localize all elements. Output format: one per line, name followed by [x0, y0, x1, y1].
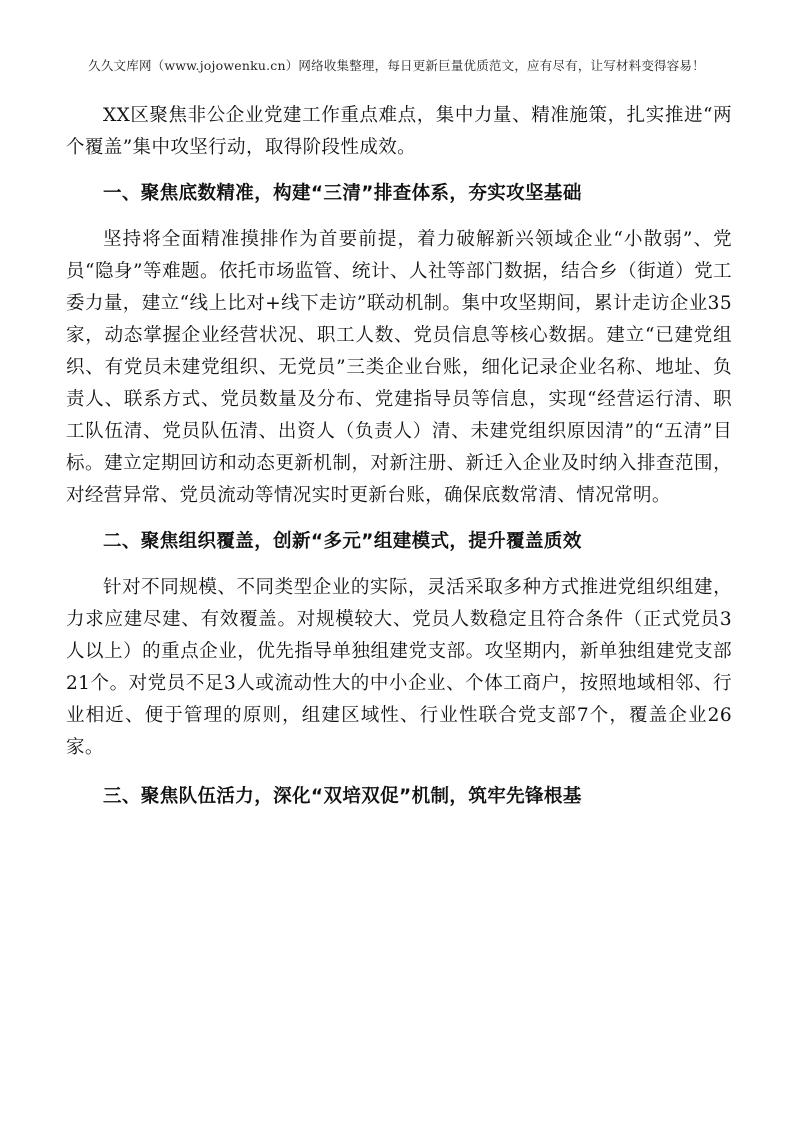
section-2-heading: 二、聚焦组织覆盖，创新“多元”组建模式，提升覆盖质效 [103, 531, 582, 552]
document-body [66, 100, 732, 813]
spacer [66, 558, 732, 572]
section-1-heading: 一、聚焦底数精准，构建“三清”排查体系，夯实攻坚基础 [103, 183, 582, 204]
watermark-header: 久久文库网（www.jojowenku.cn）网络收集整理，每日更新巨量优质范文，应有尽有，让写材料变得容易！ [88, 58, 705, 73]
section-1-body: 坚持将全面精准摸排作为首要前提，着力破解新兴领域企业“小散弱”、党员“隐身”等难题。依托市场监管、统计、人社等部门数据，结合乡（街道）党工委力量，建立“线上比对+线下走访”联动机制。集中攻坚期间，累计走访企业35家，动态掌握企业经营状况、职工人数、党员信息等核心数据。建立“已建党组织、有党员未建党组织、无党员”三类企业台账，细化记录企业名称、地址、负责人、联系方式、党员数量及分布、党建指导员等信息，实现“经营运行清、职工队伍清、党员队伍清、出资人（负责人）清、未建党组织原因清”的“五清”目标。建立定期回访和动态更新机制，对新注册、新迁入企业及时纳入排查范围，对经营异常、党员流动等情况实时更新台账，确保底数常清、情况常明。 [66, 229, 732, 506]
spacer [66, 764, 732, 781]
section-3-heading: 三、聚焦队伍活力，深化“双培双促”机制，筑牢先锋根基 [103, 786, 582, 807]
section-2-body: 针对不同规模、不同类型企业的实际，灵活采取多种方式推进党组织组建，力求应建尽建、有效覆盖。对规模较大、党员人数稳定且符合条件（正式党员3人以上）的重点企业，优先指导单独组建党支部。攻坚期内，新单独组建党支部21个。对党员不足3人或流动性大的中小企业、个体工商户，按照地域相邻、行业相近、便于管理的原则，组建区域性、行业性联合党支部7个，覆盖企业26家。 [66, 577, 732, 758]
spacer [66, 210, 732, 224]
spacer [66, 164, 732, 178]
spacer [66, 512, 732, 526]
intro-paragraph: XX区聚焦非公企业党建工作重点难点，集中力量、精准施策，扎实推进“两个覆盖”集中攻坚行动，取得阶段性成效。 [66, 105, 732, 158]
